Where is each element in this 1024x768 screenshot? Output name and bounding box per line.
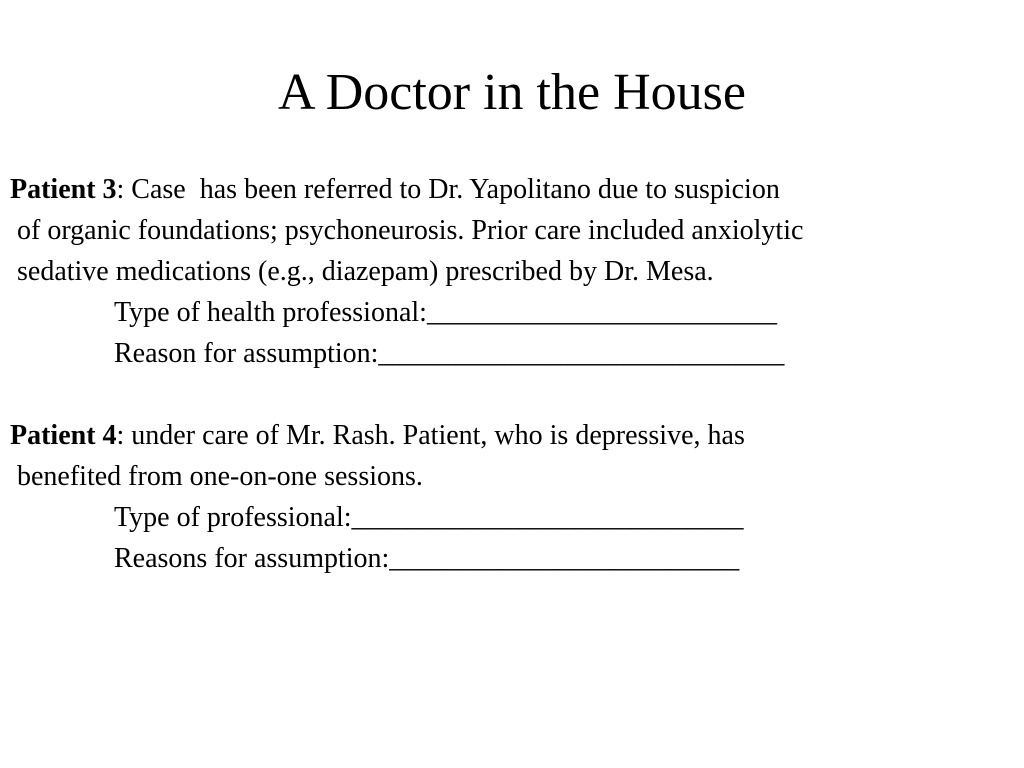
- patient-3-line-2: of organic foundations; psychoneurosis. Prior care included anxiolytic: [10, 215, 804, 246]
- patient-3-line-3: sedative medications (e.g., diazepam) prescribed by Dr. Mesa.: [10, 256, 714, 287]
- slide-title: A Doctor in the House: [278, 64, 746, 121]
- patient-4-line-1: [10, 416, 745, 456]
- patient-3-description-start: : Case has been referred to Dr. Yapolitano due to suspicion: [116, 174, 780, 205]
- patient-3-label: Patient 3: [10, 174, 117, 205]
- patient-3-type-prompt: Type of health professional:_________________________: [114, 297, 777, 328]
- patient-4-type-prompt: Type of professional:____________________________: [114, 502, 744, 533]
- patient-3-line-1: [10, 170, 780, 210]
- patient-4-description-start: : under care of Mr. Rash. Patient, who is depressive, has: [116, 420, 745, 451]
- patient-4-reason-prompt: Reasons for assumption:_________________________: [114, 543, 740, 574]
- patient-3-reason-prompt: Reason for assumption:_____________________________: [114, 338, 785, 369]
- patient-4-line-2: benefited from one-on-one sessions.: [10, 461, 423, 492]
- patient-4-label: Patient 4: [10, 420, 117, 451]
